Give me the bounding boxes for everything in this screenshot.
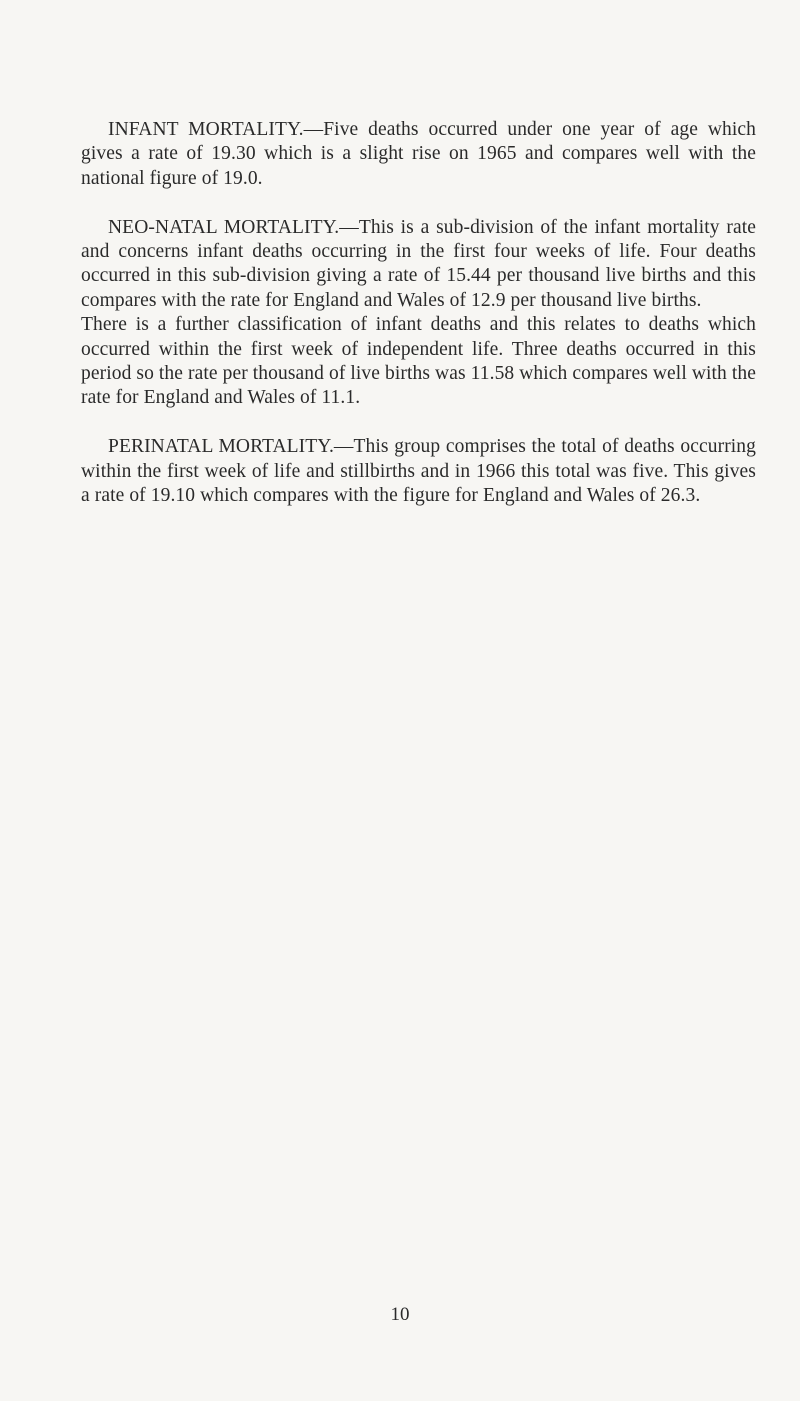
paragraph-perinatal-mortality xyxy=(81,435,756,508)
section-heading-perinatal-mortality: PERINATAL MORTALITY xyxy=(108,436,329,458)
paragraph-text: .—This is a sub-division of the infant mortality rate and concerns infant deaths occurring in the first four weeks of life. Four deaths occurred in this sub-division giving a rate of 15.44 per thousand live births and this compares with the rate for England and Wales of 12.9 per thousand live births. xyxy=(81,216,756,311)
section-heading-neo-natal-mortality: NEO-NATAL MORTALITY xyxy=(108,216,335,238)
page-number: 10 xyxy=(390,1304,410,1325)
paragraph-continuation: There is a further classification of infant deaths and this relates to deaths which occurred within the first week of independent life. Three deaths occurred in this period so the rate per thousand of live births was 11.58 which compares well with the rate for England and Wales of 11.1. xyxy=(81,314,756,409)
paragraph-text: .—Five deaths occurred under one year of age which gives a rate of 19.30 which is a slight rise on 1965 and compares well with the national figure of 19.0. xyxy=(81,119,756,189)
section-heading-infant-mortality: INFANT MORTALITY xyxy=(108,119,299,140)
paragraph-neo-natal-mortality xyxy=(81,216,756,411)
paragraph-text: .—This group comprises the total of deaths occurring within the first week of life and stillbirths and in 1966 this total was five. This gives a rate of 19.10 which compares with the figure for England and Wales of 26.3. xyxy=(81,436,757,507)
page-body xyxy=(81,118,756,508)
paragraph-infant-mortality xyxy=(81,118,756,191)
